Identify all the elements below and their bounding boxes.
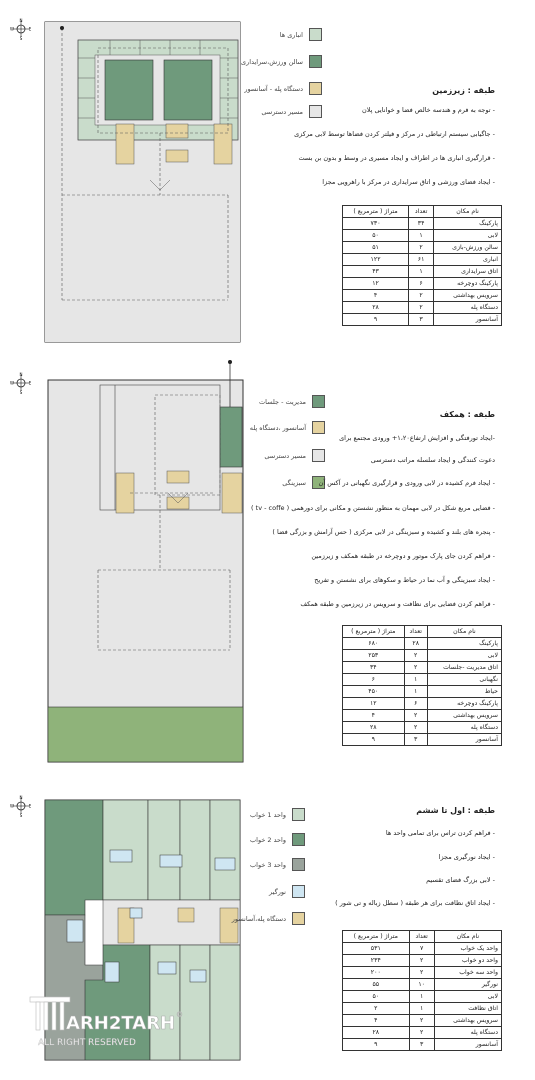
design-note: - ایجاد سبزینگی و آب نما در حیاط و سکوهای برای نشستن و تفریح bbox=[314, 576, 495, 584]
table-cell: انباری bbox=[434, 254, 502, 266]
table-row bbox=[343, 1039, 502, 1051]
area-table bbox=[342, 205, 502, 326]
legend-label: دستگاه پله،آسانسور bbox=[231, 914, 286, 923]
table-cell: ۳ bbox=[404, 734, 427, 746]
legend-label: مدیریت - جلسات bbox=[258, 397, 306, 406]
table-cell: ۲۰۰ bbox=[343, 967, 410, 979]
table-cell: نورگیر bbox=[434, 979, 501, 991]
compass-east: E bbox=[28, 26, 32, 32]
table-cell: ۲۸ bbox=[343, 1027, 410, 1039]
table-cell: ۲ bbox=[409, 1015, 434, 1027]
table-cell: ۶۸۰ bbox=[343, 638, 405, 650]
legend-item bbox=[241, 55, 322, 68]
table-cell: ۲ bbox=[409, 290, 434, 302]
table-cell: ۱۰ bbox=[409, 979, 434, 991]
table-cell: سرویس بهداشتی bbox=[434, 1015, 501, 1027]
table-cell: ۱ bbox=[404, 674, 427, 686]
section-title: طبقه : اول تا ششم bbox=[416, 806, 495, 815]
table-cell: پارکینگ دوچرخه bbox=[434, 278, 502, 290]
design-note: - جاگیابی سیستم ارتباطی در مرکز و فیلتر کردن فضاها توسط لابی مرکزی bbox=[294, 130, 495, 138]
table-cell: ۴ bbox=[343, 290, 409, 302]
design-note: - فراهم کردن تراس برای تمامی واحد ها bbox=[385, 829, 495, 837]
table-cell: ۲ bbox=[409, 242, 434, 254]
table-row bbox=[343, 698, 502, 710]
table-cell: ۳۴ bbox=[409, 218, 434, 230]
table-cell: ۳۴ bbox=[343, 662, 405, 674]
compass-west: W bbox=[10, 380, 14, 386]
table-row bbox=[343, 734, 502, 746]
section-title: طبقه : همکف bbox=[439, 410, 495, 419]
design-note: -ایجاد تورفتگی و افزایش ارتفاع۱،۲۰+ ورودی مجتمع برای bbox=[339, 434, 495, 442]
table-cell: ۳ bbox=[409, 1039, 434, 1051]
compass-south: S bbox=[19, 813, 23, 817]
table-cell: ۲ bbox=[409, 967, 434, 979]
legend-label: مسیر دسترسی bbox=[264, 451, 306, 460]
table-cell: لابی bbox=[434, 991, 501, 1003]
table-cell: ۲ bbox=[343, 1003, 410, 1015]
table-row bbox=[343, 650, 502, 662]
table-row bbox=[343, 218, 502, 230]
table-cell: ۱۲ bbox=[343, 278, 409, 290]
table-cell: نگهبانی bbox=[427, 674, 501, 686]
table-header: متراژ ( مترمربع ) bbox=[343, 931, 410, 943]
table-cell: ۶ bbox=[343, 674, 405, 686]
table-cell: ۴ bbox=[343, 710, 405, 722]
compass-south: S bbox=[19, 390, 23, 394]
legend-label: واحد 3 خواب bbox=[250, 860, 286, 869]
table-cell: دستگاه پله bbox=[427, 722, 501, 734]
table-row bbox=[343, 242, 502, 254]
compass-west: W bbox=[10, 803, 14, 809]
legend-item bbox=[244, 82, 322, 95]
table-cell: دستگاه پله bbox=[434, 302, 502, 314]
table-row bbox=[343, 254, 502, 266]
table-row bbox=[343, 710, 502, 722]
table-cell: اتاق مدیریت -جلسات bbox=[427, 662, 501, 674]
table-header-row bbox=[343, 626, 502, 638]
table-cell: ۹ bbox=[343, 314, 409, 326]
table-cell: ۵۰ bbox=[343, 991, 410, 1003]
table-header: تعداد bbox=[404, 626, 427, 638]
table-cell: ۱ bbox=[409, 991, 434, 1003]
legend-label: واحد 1 خواب bbox=[250, 810, 286, 819]
table-cell: آسانسور bbox=[434, 1039, 501, 1051]
compass-south: S bbox=[19, 36, 23, 40]
legend-label: نورگیر bbox=[269, 887, 286, 896]
legend-swatch bbox=[292, 808, 305, 821]
design-note: - ایجاد نورگیری مجزا bbox=[438, 853, 495, 861]
table-row bbox=[343, 230, 502, 242]
table-row bbox=[343, 967, 502, 979]
table-row bbox=[343, 943, 502, 955]
legend-item bbox=[259, 395, 325, 408]
compass-icon bbox=[10, 372, 32, 394]
table-cell: ۵۱ bbox=[343, 242, 409, 254]
legend-item bbox=[280, 28, 322, 41]
table-cell: لابی bbox=[434, 230, 502, 242]
compass-north: N bbox=[19, 795, 23, 800]
legend-swatch bbox=[309, 28, 322, 41]
compass-east: E bbox=[28, 803, 32, 809]
table-row bbox=[343, 674, 502, 686]
table-row bbox=[343, 1015, 502, 1027]
table-cell: ۲ bbox=[409, 1027, 434, 1039]
legend-label: سبزینگی bbox=[282, 478, 306, 487]
table-cell: ۱ bbox=[409, 266, 434, 278]
table-header: تعداد bbox=[409, 931, 434, 943]
table-cell: ۳ bbox=[409, 314, 434, 326]
table-cell: ۵۵ bbox=[343, 979, 410, 991]
compass-north: N bbox=[19, 372, 23, 377]
table-header-row bbox=[343, 931, 502, 943]
area-table bbox=[342, 930, 502, 1051]
table-cell: ۲۵۳ bbox=[343, 650, 405, 662]
table-row bbox=[343, 979, 502, 991]
table-cell: ۴۵۰ bbox=[343, 686, 405, 698]
table-cell: آسانسور bbox=[427, 734, 501, 746]
table-cell: سرویس بهداشتی bbox=[434, 290, 502, 302]
design-note: - فراهم کردن فضایی برای نظافت و سرویس در زیرزمین و طبقه همکف bbox=[300, 600, 495, 608]
table-header: تعداد bbox=[409, 206, 434, 218]
logo-copyright: © bbox=[176, 1011, 183, 1019]
legend-item bbox=[250, 421, 325, 434]
table-row bbox=[343, 662, 502, 674]
design-note: - پنجره های بلند و کشیده و سبزینگی در لابی مرکزی ( حس آرامش و بزرگی فضا ) bbox=[272, 528, 495, 536]
legend-label: واحد 2 خواب bbox=[250, 835, 286, 844]
table-cell: ۲ bbox=[404, 722, 427, 734]
table-cell: پارکینگ bbox=[427, 638, 501, 650]
table-cell: ۶۱ bbox=[409, 254, 434, 266]
table-cell: ۲ bbox=[404, 662, 427, 674]
table-cell: آسانسور bbox=[434, 314, 502, 326]
table-row bbox=[343, 686, 502, 698]
design-notes bbox=[235, 106, 495, 186]
table-cell: ۲ bbox=[409, 955, 434, 967]
table-cell: ۶ bbox=[404, 698, 427, 710]
table-header-row bbox=[343, 206, 502, 218]
design-note: - فراهم کردن جای پارک موتور و دوچرخه در طبقه همکف و زیرزمین bbox=[311, 552, 495, 560]
legend-swatch bbox=[312, 421, 325, 434]
table-row bbox=[343, 955, 502, 967]
table-row bbox=[343, 314, 502, 326]
table-cell: ۲۸ bbox=[404, 638, 427, 650]
table-row bbox=[343, 278, 502, 290]
legend-swatch bbox=[292, 912, 305, 925]
table-header: نام مکان bbox=[427, 626, 501, 638]
compass-icon bbox=[10, 795, 32, 817]
table-cell: واحد دو خواب bbox=[434, 955, 501, 967]
table-row bbox=[343, 1027, 502, 1039]
design-note: - فضایی مربع شکل در لابی مهمان به منظور نشستن و مکانی برای دورهمی ( tv - coffe ) bbox=[251, 504, 495, 512]
table-cell: حیاط bbox=[427, 686, 501, 698]
design-note: - توجه به فرم و هندسه خالص فضا و خوانایی پلان bbox=[361, 106, 495, 114]
legend-label: انباری ها bbox=[279, 30, 303, 39]
design-notes bbox=[225, 434, 495, 609]
area-table bbox=[342, 625, 502, 746]
table-cell: ۲۸ bbox=[343, 302, 409, 314]
legend-label: مسیر دسترسی bbox=[261, 107, 303, 116]
table-cell: ۱۲ bbox=[343, 698, 405, 710]
table-header: نام مکان bbox=[434, 931, 501, 943]
logo-name: ARH2TARH bbox=[66, 1013, 176, 1034]
legend-swatch bbox=[312, 395, 325, 408]
table-row bbox=[343, 638, 502, 650]
table-cell: ۲۳۴ bbox=[343, 955, 410, 967]
table-cell: ۲ bbox=[409, 302, 434, 314]
table-row bbox=[343, 290, 502, 302]
table-row bbox=[343, 991, 502, 1003]
table-cell: لابی bbox=[427, 650, 501, 662]
compass-east: E bbox=[28, 380, 32, 386]
table-row bbox=[343, 302, 502, 314]
design-note: - لابی بزرگ فضای تقسیم bbox=[426, 876, 495, 884]
table-cell: واحد سه خواب bbox=[434, 967, 501, 979]
legend-label: دستگاه پله - آسانسور bbox=[244, 84, 303, 93]
table-cell: ۱ bbox=[409, 1003, 434, 1015]
table-cell: پارکینگ bbox=[434, 218, 502, 230]
design-note: دعوت کنندگی و ایجاد سلسله مراتب دسترسی bbox=[370, 456, 495, 464]
table-cell: ۲ bbox=[404, 710, 427, 722]
table-row bbox=[343, 266, 502, 278]
legend-item bbox=[250, 808, 305, 821]
legend-swatch bbox=[309, 55, 322, 68]
logo-tagline: ALL RIGHT RESERVED bbox=[38, 1038, 136, 1048]
table-cell: ۷ bbox=[409, 943, 434, 955]
compass-icon bbox=[10, 18, 32, 40]
compass-north: N bbox=[19, 18, 23, 23]
design-note: - ایجاد فضای ورزشی و اتاق سرایداری در مرکز با راهرویی مجزا bbox=[322, 178, 495, 186]
table-cell: ۱ bbox=[409, 230, 434, 242]
legend-label: سالن ورزش،سرایداری bbox=[241, 57, 303, 66]
table-cell: پارکینگ دوچرخه bbox=[427, 698, 501, 710]
table-cell: سرویس بهداشتی bbox=[427, 710, 501, 722]
legend-item bbox=[232, 912, 305, 925]
table-cell: ۲۸ bbox=[343, 722, 405, 734]
logo bbox=[28, 995, 188, 1055]
table-cell: سالن ورزش-بازی bbox=[434, 242, 502, 254]
design-note: - قرارگیری انباری ها در اطراف و ایجاد مسیری در وسط و بدون بن بست bbox=[298, 154, 495, 162]
table-header: نام مکان bbox=[434, 206, 502, 218]
table-cell: اتاق نظافت bbox=[434, 1003, 501, 1015]
table-cell: اتاق سرایداری bbox=[434, 266, 502, 278]
design-note: - ایجاد اتاق نظافت برای هر طبقه ( سطل زباله و تی شور ) bbox=[335, 899, 495, 907]
design-notes bbox=[275, 829, 495, 909]
table-cell: ۹ bbox=[343, 734, 405, 746]
table-cell: واحد یک خواب bbox=[434, 943, 501, 955]
table-cell: ۱۲۲ bbox=[343, 254, 409, 266]
table-header: متراژ ( مترمربع ) bbox=[343, 626, 405, 638]
table-cell: ۲ bbox=[404, 650, 427, 662]
table-row bbox=[343, 1003, 502, 1015]
table-cell: ۶ bbox=[409, 278, 434, 290]
table-cell: ۵۰ bbox=[343, 230, 409, 242]
section-title: طبقه : زیرزمین bbox=[432, 86, 495, 95]
table-cell: ۷۳۰ bbox=[343, 218, 409, 230]
table-header: متراژ ( مترمربع ) bbox=[343, 206, 409, 218]
table-cell: دستگاه پله bbox=[434, 1027, 501, 1039]
table-cell: ۵۳۱ bbox=[343, 943, 410, 955]
table-cell: ۱ bbox=[404, 686, 427, 698]
legend-swatch bbox=[309, 82, 322, 95]
table-cell: ۴۳ bbox=[343, 266, 409, 278]
legend-label: آسانسور ،دستگاه پله bbox=[249, 423, 306, 432]
table-cell: ۹ bbox=[343, 1039, 410, 1051]
table-cell: ۴ bbox=[343, 1015, 410, 1027]
compass-west: W bbox=[10, 26, 14, 32]
table-row bbox=[343, 722, 502, 734]
design-note: - ایجاد فرم کشیده در لابی ورودی و قرارگیری نگهبانی در آکس آن bbox=[318, 479, 495, 487]
